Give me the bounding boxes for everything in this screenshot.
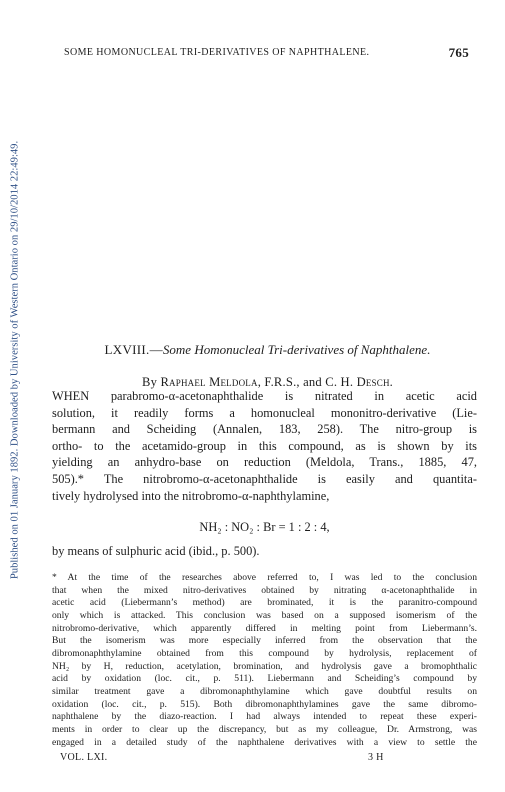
body-line: ortho- to the acetamido-group in this compound, as is shown by its bbox=[52, 438, 477, 453]
paper-title bbox=[60, 342, 475, 358]
body-paragraph bbox=[52, 388, 477, 504]
signature-mark: 3 H bbox=[368, 752, 384, 763]
volume-label: VOL. LXI. bbox=[60, 752, 108, 763]
footnote-line: oxidation (loc. cit., p. 515). Both dibromonaphthylamines gave the same dibromo- bbox=[52, 698, 477, 710]
formula: NH₂ : NO₂ : Br = 1 : 2 : 4, bbox=[199, 520, 330, 534]
page-number: 765 bbox=[448, 45, 469, 60]
footnote-line: acid by oxidation (loc. cit., p. 511). Liebermann and Scheiding’s compound by bbox=[52, 673, 477, 685]
footnote-line: nitrobromo-derivative, which apparently differed in melting point from Liebermann’s. bbox=[52, 622, 477, 634]
footnote-line: ments in order to clear up the discrepancy, but as my colleague, Dr. Armstrong, was bbox=[52, 723, 477, 735]
author-suffix: . bbox=[389, 375, 394, 389]
running-head bbox=[64, 45, 469, 59]
byline-prefix: By bbox=[141, 375, 158, 389]
paper-number: LXVIII.— bbox=[104, 342, 163, 357]
running-title: SOME HOMONUCLEAL TRI-DERIVATIVES OF NAPHTHALENE. bbox=[64, 47, 370, 58]
author-name: Raphael Meldola bbox=[160, 375, 258, 389]
footnote-line: naphthalene by the diazo-reaction. I had always intended to repeat these experi- bbox=[52, 711, 477, 723]
footnote-line: NH₂ by H, reduction, acetylation, bromination, and hydrolysis gave a bromophthalic bbox=[52, 660, 477, 672]
body-line: bermann and Scheiding (Annalen, 183, 258). The nitro-group is bbox=[52, 422, 477, 437]
body-line: tively hydrolysed into the nitrobromo-α-naphthylamine, bbox=[52, 488, 330, 503]
body-line: solution, it readily forms a homonucleal mononitro-derivative (Lie- bbox=[52, 405, 477, 420]
footnote-line: only which is attacked. This conclusion was based on a supposed isomerism of the bbox=[52, 609, 477, 621]
footnote-line: engaged in a detailed study of the naphthalene derivatives with a view to settle the bbox=[52, 736, 477, 748]
footnote bbox=[52, 572, 477, 749]
footnote-line: * At the time of the researches above referred to, I was led to the conclusion bbox=[52, 572, 477, 583]
provenance-text: Published on 01 January 1892. Downloaded by University of Western Ontario on 29/10/2014 22:49:49. bbox=[9, 140, 21, 580]
footnote-line: dibromonaphthylamine obtained from this compound by hydrolysis, replacement of bbox=[52, 647, 477, 659]
body-line: WHEN parabromo-α-acetonaphthalide is nitrated in acetic acid bbox=[52, 389, 477, 403]
body-line: yielding an anhydro-base on reduction (Meldola, Trans., 1885, 47, bbox=[52, 455, 477, 470]
body-paragraph bbox=[52, 543, 477, 560]
author-suffix: , F.R.S., and C. H. bbox=[257, 375, 354, 389]
body-line: by means of sulphuric acid (ibid., p. 500). bbox=[52, 544, 260, 558]
footnote-line: that when the mixed nitro-derivatives obtained by nitrating α-acetonaphthalide in bbox=[52, 584, 477, 596]
paper-title-text: Some Homonucleal Tri-derivatives of Naphthalene. bbox=[162, 342, 431, 357]
author-name: Desch bbox=[356, 375, 390, 389]
footnote-line: acetic acid (Liebermann’s method) are brominated, it is the paranitro-compound bbox=[52, 597, 477, 609]
body-line: 505).* The nitrobromo-α-acetonaphthalide is easily and quantita- bbox=[52, 471, 477, 486]
footnote-line: But the isomerism was more especially inferred from the observation that the bbox=[52, 635, 477, 647]
provenance-sidebar bbox=[8, 60, 22, 660]
footnote-line: similar treatment gave a dibromonaphthylamine which gave doubtful results on bbox=[52, 685, 477, 697]
